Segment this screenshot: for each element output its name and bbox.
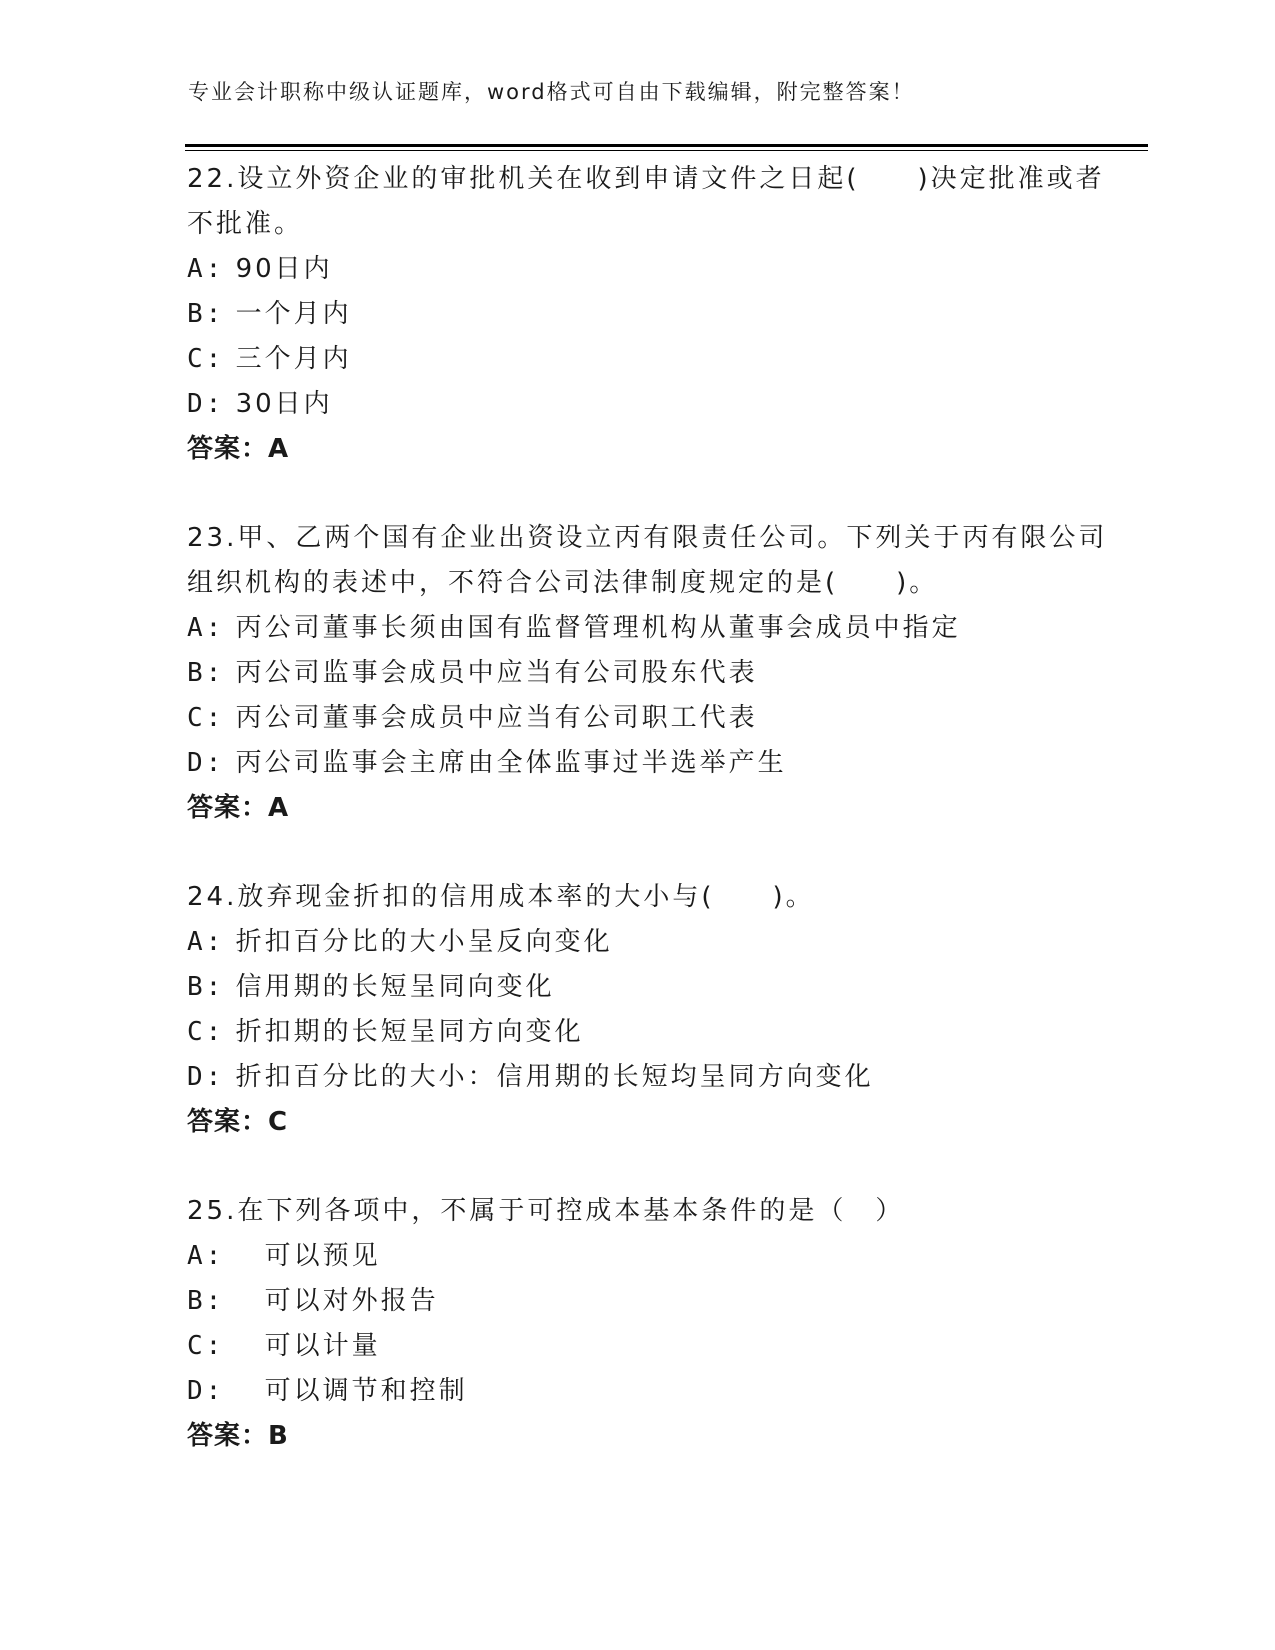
question-list xyxy=(187,157,1117,1503)
option-key: B: xyxy=(187,972,225,1002)
option-key: D: xyxy=(187,389,225,419)
option-text: 信用期的长短呈同向变化 xyxy=(224,972,555,1002)
question-24 xyxy=(187,875,1117,1145)
option-key: A: xyxy=(187,1241,225,1271)
option-text: 一个月内 xyxy=(224,299,352,329)
option-text: 90日内 xyxy=(224,254,333,284)
option-key: D: xyxy=(187,1062,225,1092)
option-c xyxy=(187,1010,1117,1055)
option-c xyxy=(187,337,1117,382)
question-stem: 24.放弃现金折扣的信用成本率的大小与( )。 xyxy=(187,882,815,912)
question-22 xyxy=(187,157,1117,472)
option-b xyxy=(187,965,1117,1010)
question-23 xyxy=(187,516,1117,831)
option-key: B: xyxy=(187,658,225,688)
option-text: 丙公司监事会成员中应当有公司股东代表 xyxy=(224,658,758,688)
option-text: 丙公司董事长须由国有监督管理机构从董事会成员中指定 xyxy=(224,613,961,643)
option-a xyxy=(187,920,1117,965)
option-a xyxy=(187,606,1117,651)
option-b xyxy=(187,651,1117,696)
option-c xyxy=(187,696,1117,741)
answer-label: 答案：A xyxy=(187,793,290,823)
option-text: 折扣期的长短呈同方向变化 xyxy=(224,1017,584,1047)
option-b xyxy=(187,292,1117,337)
page-header: 专业会计职称中级认证题库，word格式可自由下载编辑，附完整答案！ xyxy=(188,80,915,104)
option-c xyxy=(187,1324,1117,1369)
answer-label: 答案：A xyxy=(187,434,290,464)
option-key: C: xyxy=(187,1331,225,1361)
option-text: 可以预见 xyxy=(224,1241,381,1271)
option-key: C: xyxy=(187,703,225,733)
option-key: C: xyxy=(187,344,225,374)
option-text: 可以计量 xyxy=(224,1331,381,1361)
option-d xyxy=(187,1369,1117,1414)
answer-label: 答案：C xyxy=(187,1107,289,1137)
option-key: D: xyxy=(187,1376,225,1406)
question-25 xyxy=(187,1189,1117,1459)
header-divider-thin xyxy=(185,150,1148,151)
option-b xyxy=(187,1279,1117,1324)
header-divider xyxy=(185,144,1148,147)
question-stem: 25.在下列各项中，不属于可控成本基本条件的是（ ） xyxy=(187,1196,905,1226)
option-text: 可以对外报告 xyxy=(224,1286,439,1316)
option-key: B: xyxy=(187,299,225,329)
option-text: 丙公司监事会主席由全体监事过半选举产生 xyxy=(224,748,787,778)
option-key: C: xyxy=(187,1017,225,1047)
option-text: 丙公司董事会成员中应当有公司职工代表 xyxy=(224,703,758,733)
option-text: 可以调节和控制 xyxy=(224,1376,468,1406)
option-text: 30日内 xyxy=(224,389,333,419)
question-stem: 23.甲、乙两个国有企业出资设立丙有限责任公司。下列关于丙有限公司组织机构的表述中，不符合公司法律制度规定的是( )。 xyxy=(187,523,1108,598)
option-a xyxy=(187,1234,1117,1279)
option-key: B: xyxy=(187,1286,225,1316)
question-stem: 22.设立外资企业的审批机关在收到申请文件之日起( )决定批准或者不批准。 xyxy=(187,164,1105,239)
option-text: 三个月内 xyxy=(224,344,352,374)
option-text: 折扣百分比的大小呈反向变化 xyxy=(224,927,613,957)
option-key: A: xyxy=(187,613,225,643)
option-d xyxy=(187,382,1117,427)
option-key: A: xyxy=(187,254,225,284)
option-d xyxy=(187,741,1117,786)
answer-label: 答案：B xyxy=(187,1421,289,1451)
option-text: 折扣百分比的大小：信用期的长短均呈同方向变化 xyxy=(224,1062,874,1092)
option-d xyxy=(187,1055,1117,1100)
option-a xyxy=(187,247,1117,292)
option-key: D: xyxy=(187,748,225,778)
option-key: A: xyxy=(187,927,225,957)
